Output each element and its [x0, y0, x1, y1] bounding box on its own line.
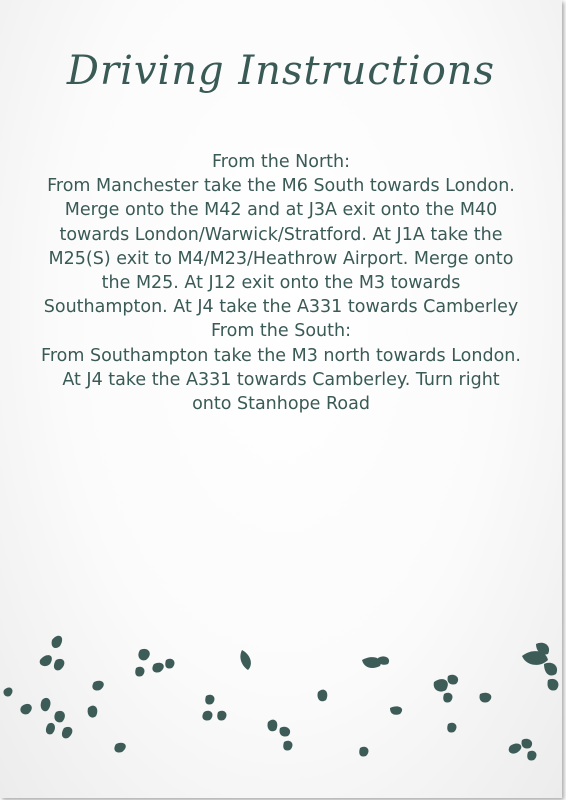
- leaf-icon: [447, 675, 458, 685]
- leaf-icon: [205, 695, 214, 705]
- leaf-icon: [359, 747, 368, 757]
- leaf-icon: [443, 693, 452, 703]
- section-heading-north: From the North:: [211, 152, 351, 172]
- section-text-south: From Southampton take the M3 north towards London. At J4 take the A331 towards Camberley. Turn right onto Stanhope Road: [41, 345, 521, 415]
- leaf-icon: [52, 636, 63, 648]
- leaf-icon: [138, 649, 149, 660]
- leaf-icon: [135, 667, 144, 677]
- leaf-icon: [88, 706, 98, 718]
- leaf-icon: [283, 741, 292, 751]
- leaf-icon: [202, 711, 212, 721]
- leaf-cluster-right: [434, 643, 559, 761]
- leaf-icon: [267, 720, 277, 732]
- section-heading-south: From the South:: [211, 321, 351, 342]
- leaf-icon: [165, 659, 174, 669]
- leaf-cluster-left: [3, 636, 174, 753]
- leaf-decoration: [0, 620, 562, 798]
- leaf-icon: [447, 723, 456, 733]
- leaf-icon: [54, 711, 64, 722]
- leaf-icon: [317, 690, 327, 702]
- leaf-icon: [390, 706, 402, 714]
- leaf-icon: [54, 659, 64, 670]
- leaf-icon: [3, 688, 12, 697]
- leaf-icon: [62, 727, 72, 738]
- directions-text: [40, 150, 522, 416]
- leaf-icon: [217, 711, 226, 721]
- leaf-icon: [114, 743, 125, 753]
- leaf-icon: [479, 693, 491, 703]
- section-text-north: From Manchester take the M6 South towards London. Merge onto the M42 and at J3A exit onto the M40 towards London/Warwick/Stratford. At J1A take the M25(S) exit to M4/M23/Heathrow Airport. Merge onto the M25. At J12 exit onto the M3 towards Southampton. At J4 take the A331 towards Camberley: [43, 176, 519, 318]
- leaf-icon: [41, 698, 51, 711]
- card-title: Driving Instructions: [66, 48, 496, 94]
- leaf-icon: [40, 655, 52, 666]
- leaf-icon: [521, 739, 532, 749]
- leaf-icon: [240, 650, 250, 670]
- leaf-icon: [544, 663, 557, 676]
- leaf-icon: [152, 663, 163, 673]
- leaf-icon: [20, 704, 31, 715]
- leaf-icon: [46, 723, 55, 734]
- leaf-icon: [547, 679, 558, 691]
- leaf-icon: [509, 744, 522, 754]
- leaf-icon: [434, 679, 448, 691]
- leaf-icon: [362, 657, 381, 668]
- leaf-icon: [279, 727, 290, 737]
- leaf-icon: [527, 751, 536, 761]
- leaf-cluster-middle: [202, 650, 402, 757]
- leaf-icon: [92, 681, 103, 691]
